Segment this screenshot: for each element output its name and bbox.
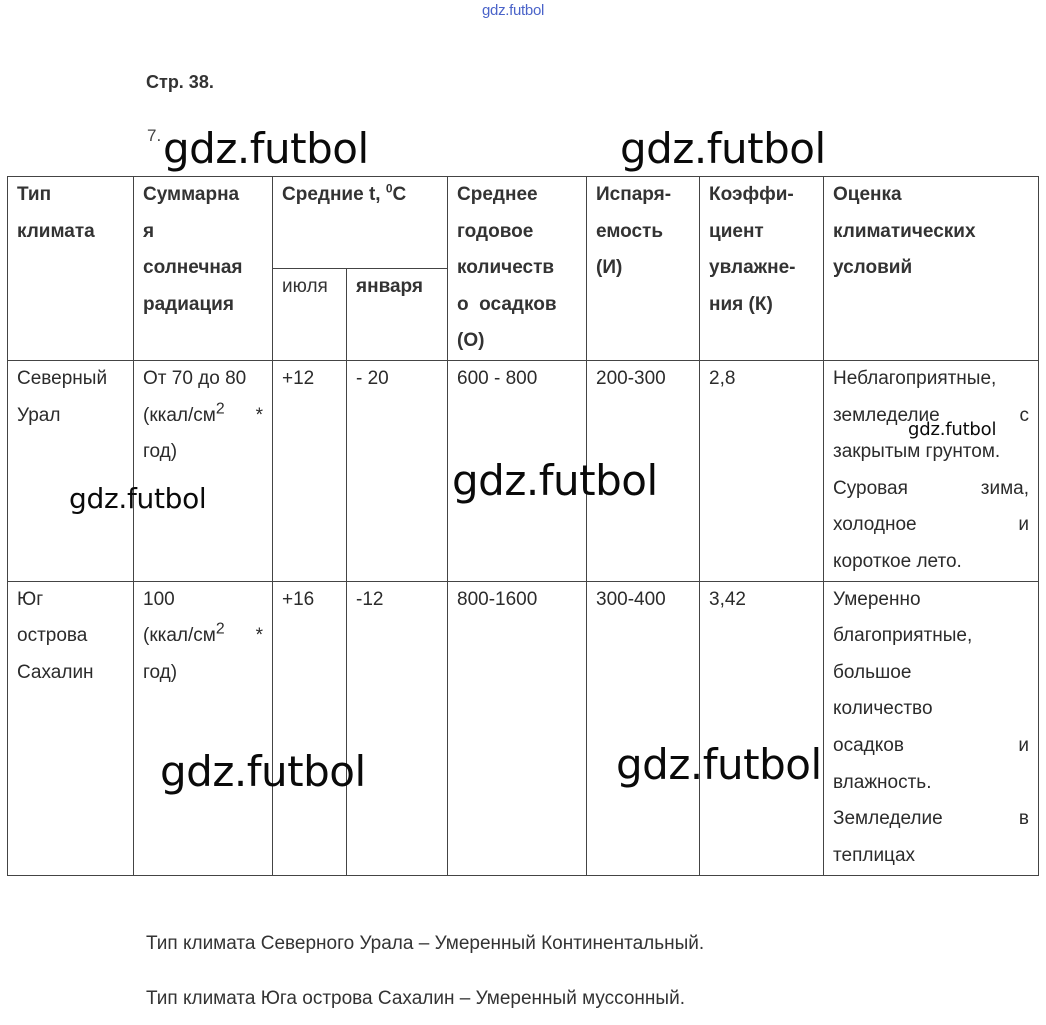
header-avg-temp: Средние t, $^0$С: [273, 177, 448, 269]
header-precipitation: Среднее годовое количеств о осадков (О): [448, 177, 587, 361]
watermark: gdz.futbol: [908, 419, 997, 440]
watermark: gdz.futbol: [452, 456, 658, 505]
cell-coefficient: 3,42: [700, 581, 824, 875]
cell-climate-type: Северный Урал: [8, 360, 134, 581]
cell-july: +12: [273, 360, 347, 581]
task-number: 7.: [147, 126, 162, 145]
watermark: gdz.futbol: [69, 482, 207, 515]
header-july: июля: [273, 268, 347, 360]
cell-radiation: От 70 до 80 ($ккал/см^2$ * год): [134, 360, 273, 581]
watermark: gdz.futbol: [160, 747, 366, 796]
watermark: gdz.futbol: [620, 124, 826, 173]
watermark-top: gdz.futbol: [482, 2, 545, 19]
cell-climate-type: Юг острова Сахалин: [8, 581, 134, 875]
header-evaporation: Испаря- емость (И): [587, 177, 700, 361]
header-january: января: [347, 268, 448, 360]
cell-january: - 20: [347, 360, 448, 581]
cell-evaporation: 300-400: [587, 581, 700, 875]
watermark: gdz.futbol: [163, 124, 369, 173]
header-climate-type: Тип климата: [8, 177, 134, 361]
page-label: Стр. 38.: [146, 72, 214, 92]
cell-assessment: Умеренно благоприятные, большое количество осадков и влажность. Земледелие в теплицах: [824, 581, 1039, 875]
cell-assessment: Неблагоприятные, земледелие с закрытым грунтом. Суровая зима, холодное и короткое лето.: [824, 360, 1039, 581]
cell-july: +16: [273, 581, 347, 875]
header-radiation: Суммарна я солнечная радиация: [134, 177, 273, 361]
table-header-row: [8, 177, 1039, 269]
watermark: gdz.futbol: [616, 740, 822, 789]
cell-precipitation: 800-1600: [448, 581, 587, 875]
header-assessment: Оценка климатических условий: [824, 177, 1039, 361]
cell-january: -12: [347, 581, 448, 875]
cell-radiation: 100 ($ккал/см^2$ * год): [134, 581, 273, 875]
climate-note: Тип климата Юга острова Сахалин – Умеренный муссонный.: [146, 988, 685, 1009]
climate-note: Тип климата Северного Урала – Умеренный Континентальный.: [146, 933, 705, 954]
cell-coefficient: 2,8: [700, 360, 824, 581]
cell-evaporation: 200-300: [587, 360, 700, 581]
cell-precipitation: 600 - 800: [448, 360, 587, 581]
table-row: [8, 581, 1039, 875]
header-coefficient: Коэффи- циент увлажне- ния (К): [700, 177, 824, 361]
